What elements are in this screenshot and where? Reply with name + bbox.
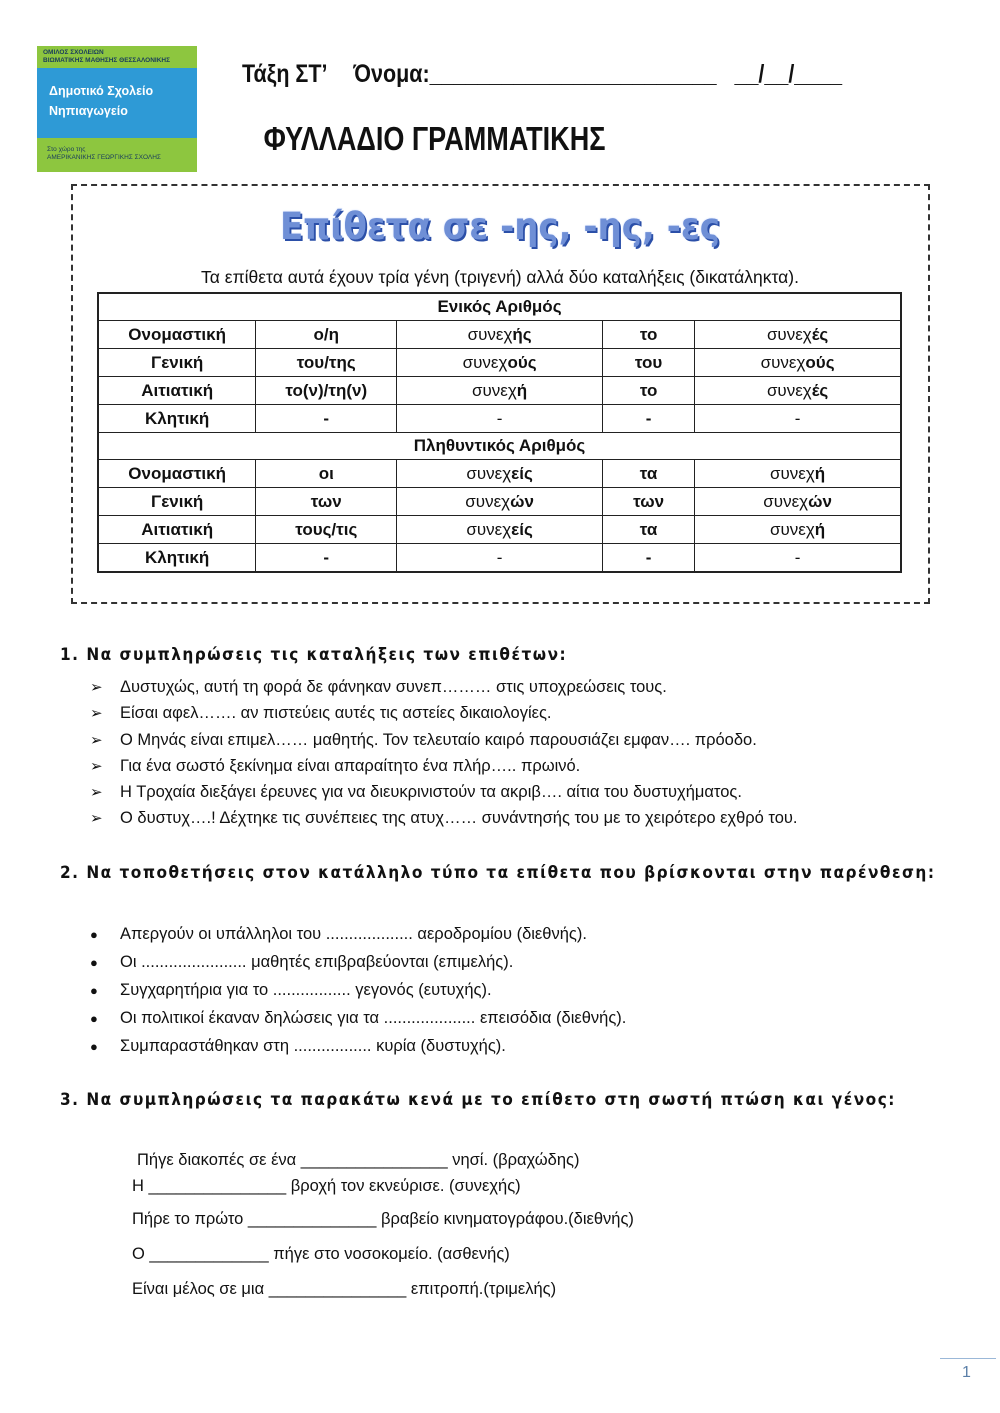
adjective-stem: συνεχ: [467, 324, 513, 344]
exercise3-item[interactable]: Πήγε διακοπές σε ένα ________________ νησί. (βραχώδης): [137, 1151, 580, 1169]
table-row: [98, 460, 901, 488]
arrow-bullet-icon: ➢: [90, 784, 103, 802]
article-neuter: τα: [602, 460, 694, 488]
case-label: Αιτιατική: [98, 377, 256, 405]
exercise-item[interactable]: [90, 727, 798, 753]
article-masc-fem: -: [256, 544, 397, 573]
adjective-form: [695, 516, 901, 544]
adjective-stem: συνεχ: [462, 352, 508, 372]
dot-bullet-icon: ●: [90, 927, 98, 942]
exercise2-title: 2. Να τοποθετήσεις στον κατάλληλο τύπο τα επίθετα που βρίσκονται στην παρένθεση:: [60, 863, 936, 882]
arrow-bullet-icon: ➢: [90, 679, 103, 696]
arrow-bullet-icon: ➢: [90, 757, 103, 775]
exercise-item[interactable]: [90, 1032, 626, 1060]
table-row: [98, 377, 901, 405]
article-masc-fem: το(ν)/τη(ν): [256, 377, 397, 405]
adjective-ending: ές: [811, 324, 829, 344]
logo-bottom-text-1: Στο χώρο της: [47, 146, 86, 153]
exercise-item[interactable]: [90, 779, 798, 805]
adjective-ending: ές: [811, 380, 829, 400]
adjective-stem: συνεχ: [770, 463, 815, 483]
number-header: Ενικός Αριθμός: [98, 293, 901, 321]
article-neuter: -: [602, 544, 694, 573]
exercise-item[interactable]: [90, 976, 626, 1004]
header-line: [242, 60, 842, 89]
name-field[interactable]: Όνομα:________________________: [353, 60, 717, 88]
exercise3-item[interactable]: Η _______________ βροχή τον εκνεύρισε. (συνεχής): [132, 1177, 521, 1195]
table-header-row: [98, 433, 901, 460]
adjective-ending: είς: [511, 463, 533, 483]
article-neuter: του: [602, 349, 694, 377]
exercise-item[interactable]: [90, 805, 798, 831]
adjective-ending: ής: [512, 324, 532, 344]
class-label: Τάξη ΣΤ’: [242, 60, 328, 88]
adjective-stem: -: [496, 547, 503, 567]
table-row: [98, 321, 901, 349]
adjective-form: [397, 321, 603, 349]
article-masc-fem: οι: [256, 460, 397, 488]
article-neuter: -: [602, 405, 694, 433]
logo-mid-text-2: Νηπιαγωγείο: [49, 104, 128, 118]
arrow-bullet-icon: ➢: [90, 731, 103, 749]
article-neuter: το: [602, 377, 694, 405]
arrow-bullet-icon: ➢: [90, 705, 103, 723]
adjective-form: [695, 349, 901, 377]
exercise-item-text: Οι ....................... μαθητές επιβραβεύονται (επιμελής).: [120, 953, 514, 971]
case-label: Αιτιατική: [98, 516, 256, 544]
logo-top-band: [37, 46, 197, 68]
exercise3-item[interactable]: Ο _____________ πήγε στο νοσοκομείο. (ασθενής): [132, 1245, 510, 1263]
logo-top-text-2: ΒΙΩΜΑΤΙΚΗΣ ΜΑΘΗΣΗΣ ΘΕΣΣΑΛΟΝΙΚΗΣ: [43, 56, 171, 64]
adjective-stem: συνεχ: [766, 380, 812, 400]
page-number: 1: [962, 1364, 971, 1381]
exercise-item[interactable]: [90, 1004, 626, 1032]
arrow-bullet-icon: ➢: [90, 810, 103, 828]
adjective-form: [695, 488, 901, 516]
dot-bullet-icon: ●: [90, 983, 98, 998]
exercise2-list: [90, 920, 626, 1060]
article-neuter: τα: [602, 516, 694, 544]
exercise3-item[interactable]: Είναι μέλος σε μια _______________ επιτροπή.(τριμελής): [132, 1280, 557, 1298]
article-masc-fem: των: [256, 488, 397, 516]
exercise-item-text: Συμπαραστάθηκαν στη ................. κυρία (δυστυχής).: [120, 1037, 506, 1055]
article-masc-fem: -: [256, 405, 397, 433]
exercise-item[interactable]: [90, 753, 798, 779]
adjective-form: [695, 460, 901, 488]
adjective-stem: συνεχ: [472, 380, 517, 400]
adjective-ending: ών: [510, 491, 534, 511]
case-label: Γενική: [98, 349, 256, 377]
adjective-form: [695, 544, 901, 573]
adjective-stem: συνεχ: [466, 463, 512, 483]
case-label: Ονομαστική: [98, 321, 256, 349]
exercise-item-text: Απεργούν οι υπάλληλοι του ................... αεροδρομίου (διεθνής).: [120, 925, 587, 943]
exercise3-item[interactable]: Πήρε το πρώτο ______________ βραβείο κινηματογράφου.(διεθνής): [132, 1210, 634, 1228]
case-label: Κλητική: [98, 405, 256, 433]
exercise-item[interactable]: [90, 674, 798, 700]
adjective-form: [397, 460, 603, 488]
article-masc-fem: του/της: [256, 349, 397, 377]
logo-bottom-text-2: ΑΜΕΡΙΚΑΝΙΚΗΣ ΓΕΩΡΓΙΚΗΣ ΣΧΟΛΗΣ: [47, 154, 161, 161]
exercise-item-text: Οι πολιτικοί έκαναν δηλώσεις για τα .................... επεισόδια (διεθνής).: [120, 1009, 627, 1027]
dot-bullet-icon: ●: [90, 955, 98, 970]
table-row: [98, 349, 901, 377]
table-row: [98, 488, 901, 516]
exercise-item-text: Η Τροχαία διεξάγει έρευνες για να διευκρινιστούν τα ακριβ…. αίτια του δυστυχήματος.: [120, 783, 742, 802]
adjective-stem: συνεχ: [466, 519, 512, 539]
adjective-stem: συνεχ: [465, 491, 511, 511]
exercise-item-text: Για ένα σωστό ξεκίνημα είναι απαραίτητο ένα πλήρ….. πρωινό.: [120, 756, 581, 775]
dot-bullet-icon: ●: [90, 1011, 98, 1026]
adjective-ending: ούς: [507, 352, 537, 372]
exercise1-list: [90, 674, 798, 832]
article-masc-fem: τους/τις: [256, 516, 397, 544]
adjective-form: [397, 377, 603, 405]
adjective-stem: -: [794, 547, 801, 567]
exercise1-title: 1. Να συμπληρώσεις τις καταλήξεις των επιθέτων:: [60, 645, 568, 664]
table-header-row: [98, 293, 901, 321]
adjective-stem: συνεχ: [760, 352, 806, 372]
exercise3-title: 3. Να συμπληρώσεις τα παρακάτω κενά με το επίθετο στη σωστή πτώση και γένος:: [60, 1090, 896, 1109]
logo-top-text-1: ΟΜΙΛΟΣ ΣΧΟΛΕΙΩΝ: [43, 49, 104, 56]
adjective-form: [695, 321, 901, 349]
adjective-form: [695, 377, 901, 405]
table-row: [98, 405, 901, 433]
exercise-item[interactable]: [90, 700, 798, 726]
article-neuter: των: [602, 488, 694, 516]
case-label: Γενική: [98, 488, 256, 516]
adjective-form: [695, 405, 901, 433]
adjective-ending: είς: [511, 519, 533, 539]
adjective-form: [397, 516, 603, 544]
adjective-ending: ούς: [805, 352, 835, 372]
date-field[interactable]: __/__/____: [734, 60, 843, 88]
adjective-ending: ή: [814, 519, 826, 539]
adjective-stem: συνεχ: [763, 491, 809, 511]
page-number-divider: [940, 1358, 996, 1359]
declension-table: [97, 292, 902, 573]
exercise-item-text: Ο δυστυχ….! Δέχτηκε τις συνέπειες της ατυχ…… συνάντησής του με το χειρότερο εχθρό του.: [120, 809, 798, 828]
adjective-form: [397, 488, 603, 516]
adjective-stem: συνεχ: [766, 324, 812, 344]
adjective-ending: ή: [516, 380, 528, 400]
article-neuter: το: [602, 321, 694, 349]
grammar-heading: Επίθετα σε -ης, -ης, -ες: [280, 205, 720, 248]
table-row: [98, 516, 901, 544]
adjective-form: [397, 349, 603, 377]
grammar-intro: Τα επίθετα αυτά έχουν τρία γένη (τριγενή) αλλά δύο καταλήξεις (δικατάληκτα).: [201, 267, 799, 287]
adjective-form: [397, 544, 603, 573]
exercise-item-text: Δυστυχώς, αυτή τη φορά δε φάνηκαν συνεπ……… στις υποχρεώσεις τους.: [120, 678, 667, 696]
adjective-form: [397, 405, 603, 433]
adjective-stem: -: [496, 408, 503, 428]
case-label: Κλητική: [98, 544, 256, 573]
adjective-stem: -: [794, 408, 801, 428]
dot-bullet-icon: ●: [90, 1039, 98, 1054]
exercise-item-text: Συγχαρητήρια για το ................. γεγονός (ευτυχής).: [120, 981, 492, 999]
article-masc-fem: ο/η: [256, 321, 397, 349]
adjective-stem: συνεχ: [770, 519, 815, 539]
table-row: [98, 544, 901, 573]
adjective-ending: ή: [814, 463, 826, 483]
case-label: Ονομαστική: [98, 460, 256, 488]
exercise-item[interactable]: [90, 920, 626, 948]
adjective-ending: ών: [808, 491, 832, 511]
page-title: ΦΥΛΛΑΔΙΟ ΓΡΑΜΜΑΤΙΚΗΣ: [263, 120, 606, 157]
exercise-item-text: Ο Μηνάς είναι επιμελ…… μαθητής. Τον τελευταίο καιρό παρουσιάζει εμφαν…. πρόοδο.: [120, 730, 757, 749]
exercise-item-text: Είσαι αφελ……. αν πιστεύεις αυτές τις αστείες δικαιολογίες.: [120, 704, 552, 723]
number-header: Πληθυντικός Αριθμός: [98, 433, 901, 460]
exercise-item[interactable]: [90, 948, 626, 976]
logo-mid-text-1: Δημοτικό Σχολείο: [49, 84, 154, 98]
